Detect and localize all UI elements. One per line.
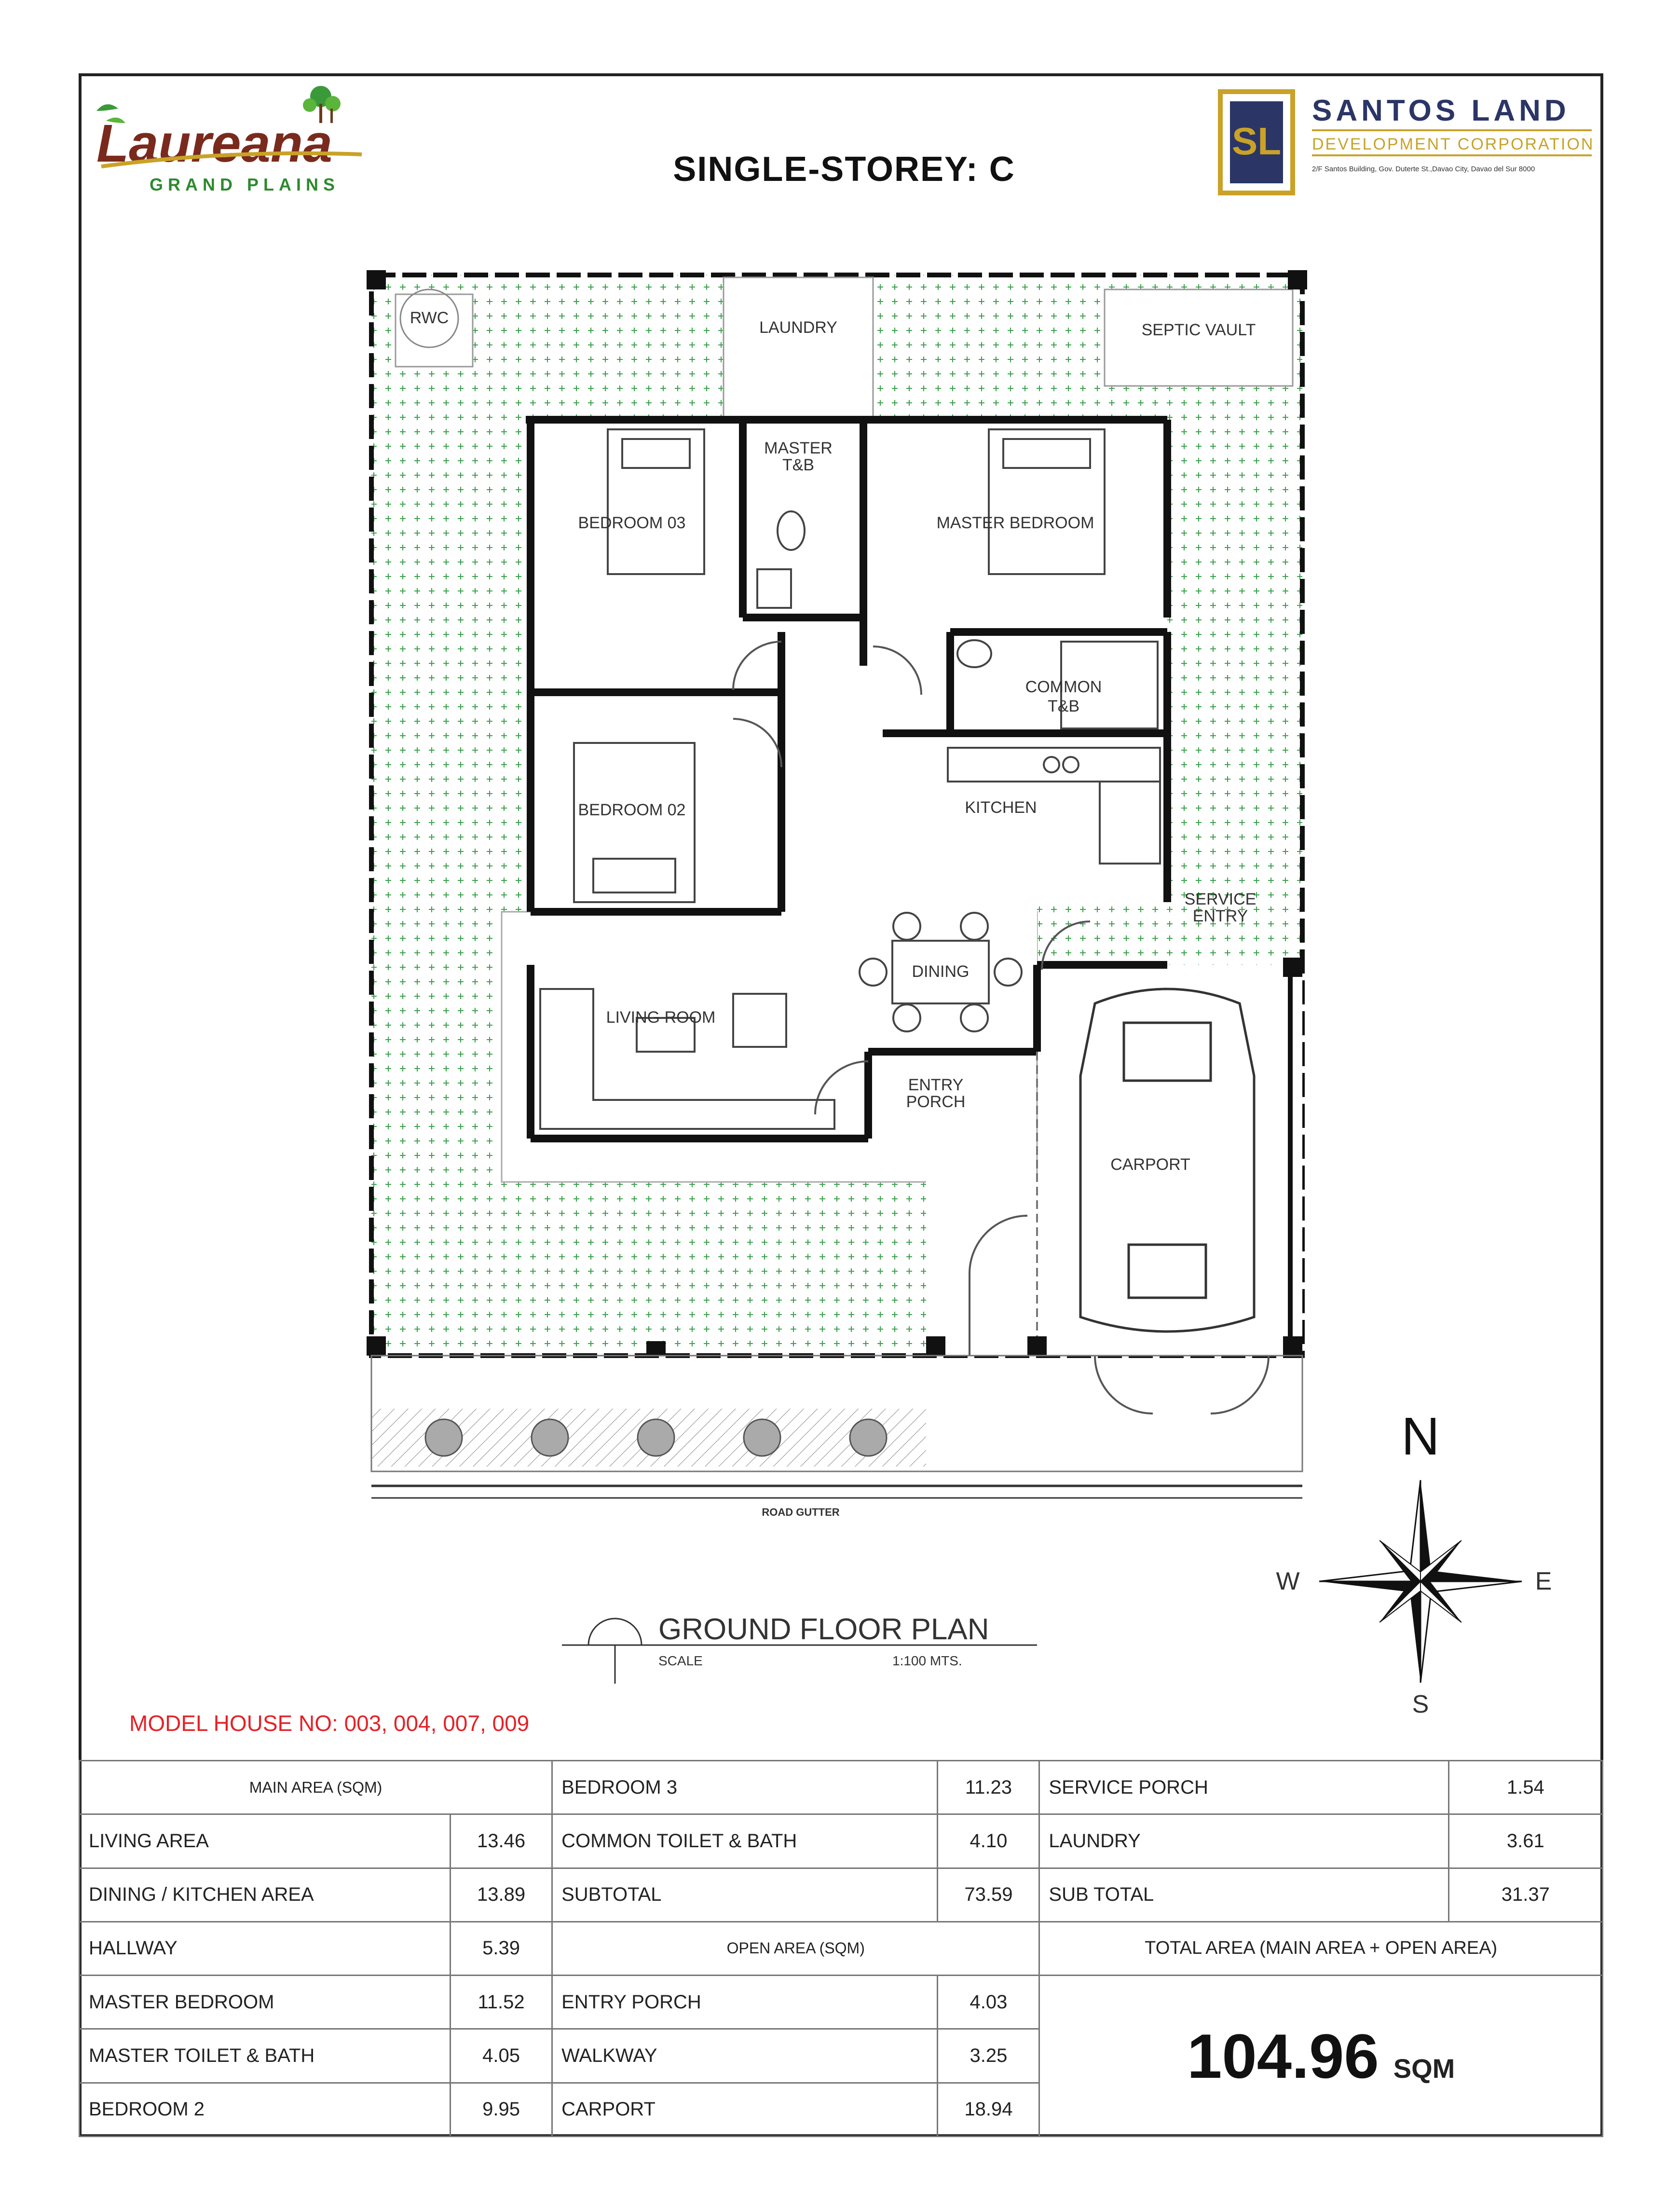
area-value: 11.23 bbox=[938, 1761, 1039, 1814]
label-master-bedroom: MASTER BEDROOM bbox=[936, 514, 1094, 532]
main-area-header: MAIN AREA (SQM) bbox=[80, 1761, 552, 1814]
label-entry-porch-1: ENTRY bbox=[908, 1076, 964, 1094]
area-label: SERVICE PORCH bbox=[1039, 1761, 1448, 1814]
area-label: WALKWAY bbox=[552, 2029, 938, 2083]
laureana-logo bbox=[82, 77, 376, 203]
caption-scale-value: 1:100 MTS. bbox=[892, 1653, 962, 1668]
area-value: 18.94 bbox=[938, 2083, 1039, 2136]
page-title: SINGLE-STOREY: C bbox=[673, 150, 1015, 189]
total-area-unit: SQM bbox=[1393, 2053, 1455, 2084]
label-bedroom-02: BEDROOM 02 bbox=[578, 801, 686, 819]
label-laundry: LAUNDRY bbox=[759, 318, 837, 337]
area-value: 31.37 bbox=[1448, 1868, 1602, 1922]
area-value: 11.52 bbox=[451, 1976, 552, 2029]
label-bedroom-03: BEDROOM 03 bbox=[578, 514, 686, 532]
open-area-header: OPEN AREA (SQM) bbox=[552, 1922, 1039, 1975]
area-value: 13.46 bbox=[451, 1814, 552, 1868]
plan-caption bbox=[555, 1611, 1085, 1688]
area-value: 9.95 bbox=[451, 2083, 552, 2136]
area-label: SUBTOTAL bbox=[552, 1868, 938, 1922]
area-label: ENTRY PORCH bbox=[552, 1976, 938, 2029]
santos-name-text: SANTOS LAND bbox=[1312, 94, 1570, 127]
compass-rose-icon bbox=[1235, 1399, 1572, 1746]
compass-w: W bbox=[1276, 1567, 1300, 1595]
logo-laureana-text: Laureana bbox=[96, 114, 333, 173]
model-house-numbers: MODEL HOUSE NO: 003, 004, 007, 009 bbox=[129, 1711, 530, 1736]
label-living-room: LIVING ROOM bbox=[606, 1008, 716, 1027]
area-label: LAUNDRY bbox=[1039, 1814, 1448, 1868]
area-table bbox=[79, 1760, 1603, 2137]
label-septic-vault: SEPTIC VAULT bbox=[1141, 321, 1256, 339]
label-road-gutter: ROAD GUTTER bbox=[762, 1506, 840, 1518]
label-carport: CARPORT bbox=[1110, 1155, 1190, 1174]
santos-land-logo bbox=[1211, 82, 1597, 207]
total-area-header: TOTAL AREA (MAIN AREA + OPEN AREA) bbox=[1039, 1922, 1603, 1975]
logo-grand-plains-text: GRAND PLAINS bbox=[150, 175, 340, 194]
area-value: 1.54 bbox=[1448, 1761, 1602, 1814]
area-value: 3.25 bbox=[938, 2029, 1039, 2083]
compass-s: S bbox=[1412, 1690, 1429, 1718]
total-area-cell bbox=[1039, 1976, 1603, 2137]
area-value: 4.05 bbox=[451, 2029, 552, 2083]
area-value: 4.03 bbox=[938, 1976, 1039, 2029]
label-dining: DINING bbox=[912, 962, 970, 981]
caption-title: GROUND FLOOR PLAN bbox=[658, 1613, 989, 1646]
area-label: BEDROOM 2 bbox=[80, 2083, 451, 2136]
compass-e: E bbox=[1535, 1567, 1552, 1595]
label-service-entry-2: ENTRY bbox=[1192, 907, 1248, 925]
area-label: SUB TOTAL bbox=[1039, 1868, 1448, 1922]
label-entry-porch-2: PORCH bbox=[906, 1093, 966, 1111]
label-kitchen: KITCHEN bbox=[965, 798, 1037, 817]
area-label: COMMON TOILET & BATH bbox=[552, 1814, 938, 1868]
area-label: LIVING AREA bbox=[80, 1814, 451, 1868]
area-value: 4.10 bbox=[938, 1814, 1039, 1868]
svg-text:SL: SL bbox=[1231, 120, 1282, 163]
area-label: DINING / KITCHEN AREA bbox=[80, 1868, 451, 1922]
total-area-value: 104.96 bbox=[1187, 2020, 1379, 2091]
label-common-tb-2: T&B bbox=[1047, 697, 1080, 715]
santos-emblem-icon bbox=[1220, 92, 1293, 193]
label-common-tb-1: COMMON bbox=[1025, 678, 1102, 696]
area-label: HALLWAY bbox=[80, 1922, 451, 1975]
area-value: 13.89 bbox=[451, 1868, 552, 1922]
compass-n: N bbox=[1401, 1407, 1440, 1466]
label-service-entry-1: SERVICE bbox=[1184, 890, 1257, 908]
label-rwc: RWC bbox=[410, 309, 449, 327]
label-master-tb-2: T&B bbox=[782, 456, 815, 474]
area-label: BEDROOM 3 bbox=[552, 1761, 938, 1814]
area-label: MASTER BEDROOM bbox=[80, 1976, 451, 2029]
area-value: 73.59 bbox=[938, 1868, 1039, 1922]
caption-scale-label: SCALE bbox=[658, 1653, 703, 1668]
area-label: CARPORT bbox=[552, 2083, 938, 2136]
area-label: MASTER TOILET & BATH bbox=[80, 2029, 451, 2083]
santos-sub-text: DEVELOPMENT CORPORATION bbox=[1312, 135, 1595, 153]
floor-plan bbox=[338, 251, 1428, 1553]
label-master-tb-1: MASTER bbox=[764, 439, 833, 457]
santos-address-text: 2/F Santos Building, Gov. Duterte St.,Davao City, Davao del Sur 8000 bbox=[1312, 165, 1535, 173]
area-value: 5.39 bbox=[451, 1922, 552, 1975]
area-value: 3.61 bbox=[1448, 1814, 1602, 1868]
